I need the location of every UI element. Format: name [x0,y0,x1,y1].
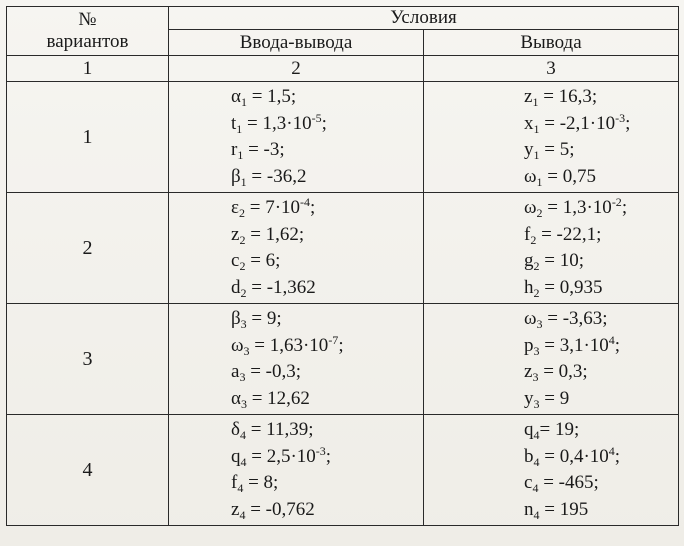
variable-symbol: b [524,445,534,467]
exponent: 4 [608,443,615,458]
column-number-2: 2 [169,56,424,82]
variable-index: 2 [533,259,540,273]
variable-value: = 1,5; [246,86,297,107]
variable-index: 3 [243,343,250,358]
variable-value: = -465; [538,472,599,493]
condition-line [231,497,423,524]
variable-value: = 19; [539,419,580,440]
condition-line [231,359,423,386]
variable-value: = -2,1·10 [539,112,616,134]
variable-symbol: z [524,361,533,382]
variant-number: 2 [7,193,169,304]
variable-symbol: ω [524,308,537,329]
terminator: ; [325,445,332,467]
condition-line [231,111,423,138]
variable-symbol: f [524,223,531,245]
variable-index: 1 [533,121,540,136]
variable-value: = 9 [539,387,570,409]
variable-index: 3 [536,317,543,331]
variable-index: 4 [533,507,540,522]
terminator: ; [625,112,631,134]
variable-index: 1 [533,148,540,162]
variable-symbol: β [231,165,241,187]
output-conditions [424,82,679,193]
input-output-conditions [169,304,424,415]
variable-index: 3 [240,396,247,411]
input-output-conditions [169,82,424,193]
variant-number: 1 [7,82,169,193]
variable-symbol: q [524,419,534,440]
variable-symbol: d [231,276,241,298]
variable-value: = 0,935 [539,276,603,298]
condition-line [524,84,678,111]
condition-line [524,222,678,249]
condition-line [524,195,678,222]
variable-symbol: t [231,112,237,134]
variable-index: 2 [240,285,247,300]
condition-line [231,84,423,111]
variable-value: = 10; [539,250,584,271]
condition-line [524,444,678,471]
condition-line [231,444,423,471]
variable-symbol: δ [231,419,240,440]
variable-symbol: g [524,250,534,271]
condition-line [231,386,423,413]
condition-line [524,248,678,275]
variable-index: 3 [533,396,540,411]
variable-value: = 195 [539,498,589,520]
variant-row [7,82,679,193]
variable-value: = 1,3·10 [242,112,312,134]
terminator: ; [321,112,327,134]
variable-index: 2 [238,206,245,220]
number-sign: № [78,9,97,30]
variable-index: 2 [239,259,246,273]
variable-symbol: y [524,387,534,409]
output-conditions [424,304,679,415]
terminator: ; [621,197,628,218]
terminator: ; [614,445,621,467]
variable-value: = 12,62 [246,387,310,409]
variable-symbol: ω [524,197,537,218]
exponent: -3 [315,443,326,458]
variable-value: = 2,5·10 [246,445,316,467]
variable-index: 4 [240,454,247,469]
variable-value: = 0,3; [538,361,588,382]
variable-value: = 9; [246,308,282,329]
variable-symbol: c [524,472,533,493]
column-number-3: 3 [424,56,679,82]
condition-line [524,111,678,138]
variable-index: 2 [239,232,246,247]
variable-symbol: x [524,112,534,134]
variable-symbol: z [231,223,240,245]
condition-line [231,164,423,191]
variable-symbol: q [231,445,241,467]
variable-index: 4 [533,428,540,442]
variants-label: вариантов [46,31,129,52]
variant-number-header [7,7,169,56]
variable-value: = 16,3; [538,86,598,107]
variable-index: 4 [533,454,540,469]
condition-line [524,275,678,302]
condition-line [231,195,423,222]
condition-line [524,164,678,191]
condition-line [231,306,423,333]
condition-line [524,497,678,524]
condition-line [231,248,423,275]
terminator: ; [310,197,316,218]
variable-value: = 1,63·10 [249,334,329,356]
variable-index: 4 [239,507,246,522]
variable-symbol: f [231,472,238,493]
exponent: -7 [328,332,339,347]
exponent: -3 [615,110,626,125]
variable-value: = 7·10 [244,197,301,218]
exponent: -4 [300,195,311,209]
conditions-header: Условия [169,7,679,30]
variable-value: = -3; [243,139,285,160]
condition-line [524,359,678,386]
variable-index: 1 [237,148,244,162]
terminator: ; [614,334,621,356]
variable-value: = -0,3; [245,361,302,382]
variant-row [7,193,679,304]
variable-value: = 11,39; [245,419,314,440]
variable-index: 2 [530,232,537,247]
condition-line [524,470,678,497]
variable-symbol: p [524,334,534,356]
variable-value: = -36,2 [246,165,307,187]
variable-index: 4 [237,481,244,495]
variable-symbol: α [231,86,241,107]
variable-index: 2 [536,206,543,220]
variable-symbol: c [231,250,240,271]
condition-line [524,306,678,333]
variable-symbol: ω [524,165,537,187]
condition-line [231,333,423,360]
condition-line [524,386,678,413]
variable-index: 1 [532,95,539,109]
variable-index: 3 [240,317,247,331]
variable-index: 3 [533,343,540,358]
variable-value: = -3,63; [542,308,608,329]
variable-index: 1 [236,121,243,136]
output-conditions [424,193,679,304]
variable-symbol: z [231,498,240,520]
variable-value: = 6; [245,250,281,271]
variable-symbol: ω [231,334,244,356]
variable-value: = 5; [539,139,575,160]
variable-value: = -1,362 [246,276,316,298]
condition-line [231,275,423,302]
input-output-conditions [169,193,424,304]
exponent: -5 [311,110,322,125]
variable-value: = 1,62; [245,223,305,245]
condition-line [231,137,423,164]
variable-index: 4 [532,481,539,495]
variable-symbol: r [231,139,238,160]
condition-line [231,470,423,497]
condition-line [524,137,678,164]
variable-index: 2 [533,285,540,300]
variant-row [7,304,679,415]
output-conditions [424,415,679,526]
variable-value: = 0,4·10 [539,445,609,467]
variable-index: 1 [240,174,247,189]
variable-symbol: n [524,498,534,520]
condition-line [231,417,423,444]
terminator: ; [338,334,344,356]
variants-table [6,6,679,526]
variant-number: 3 [7,304,169,415]
variable-index: 4 [239,428,246,442]
variable-value: = -0,762 [245,498,315,520]
variable-symbol: β [231,308,241,329]
exponent: 4 [608,332,615,347]
variable-index: 1 [240,95,247,109]
condition-line [231,222,423,249]
variable-value: = 1,3·10 [542,197,612,218]
variable-symbol: α [231,387,241,409]
variable-value: = 0,75 [542,165,596,187]
variable-symbol: h [524,276,534,298]
variable-index: 1 [536,174,543,189]
variant-number: 4 [7,415,169,526]
variable-value: = 3,1·10 [539,334,609,356]
column-number-1: 1 [7,56,169,82]
variable-symbol: ε [231,197,239,218]
variable-symbol: a [231,361,240,382]
variant-row [7,415,679,526]
variable-index: 3 [532,370,539,384]
input-output-header: Ввода-вывода [169,30,424,56]
variable-symbol: z [524,86,533,107]
exponent: -2 [611,195,622,209]
output-header: Вывода [424,30,679,56]
input-output-conditions [169,415,424,526]
variable-symbol: y [524,139,534,160]
condition-line [524,417,678,444]
variable-index: 3 [239,370,246,384]
condition-line [524,333,678,360]
variable-value: = -22,1; [536,223,602,245]
variable-value: = 8; [243,472,279,493]
